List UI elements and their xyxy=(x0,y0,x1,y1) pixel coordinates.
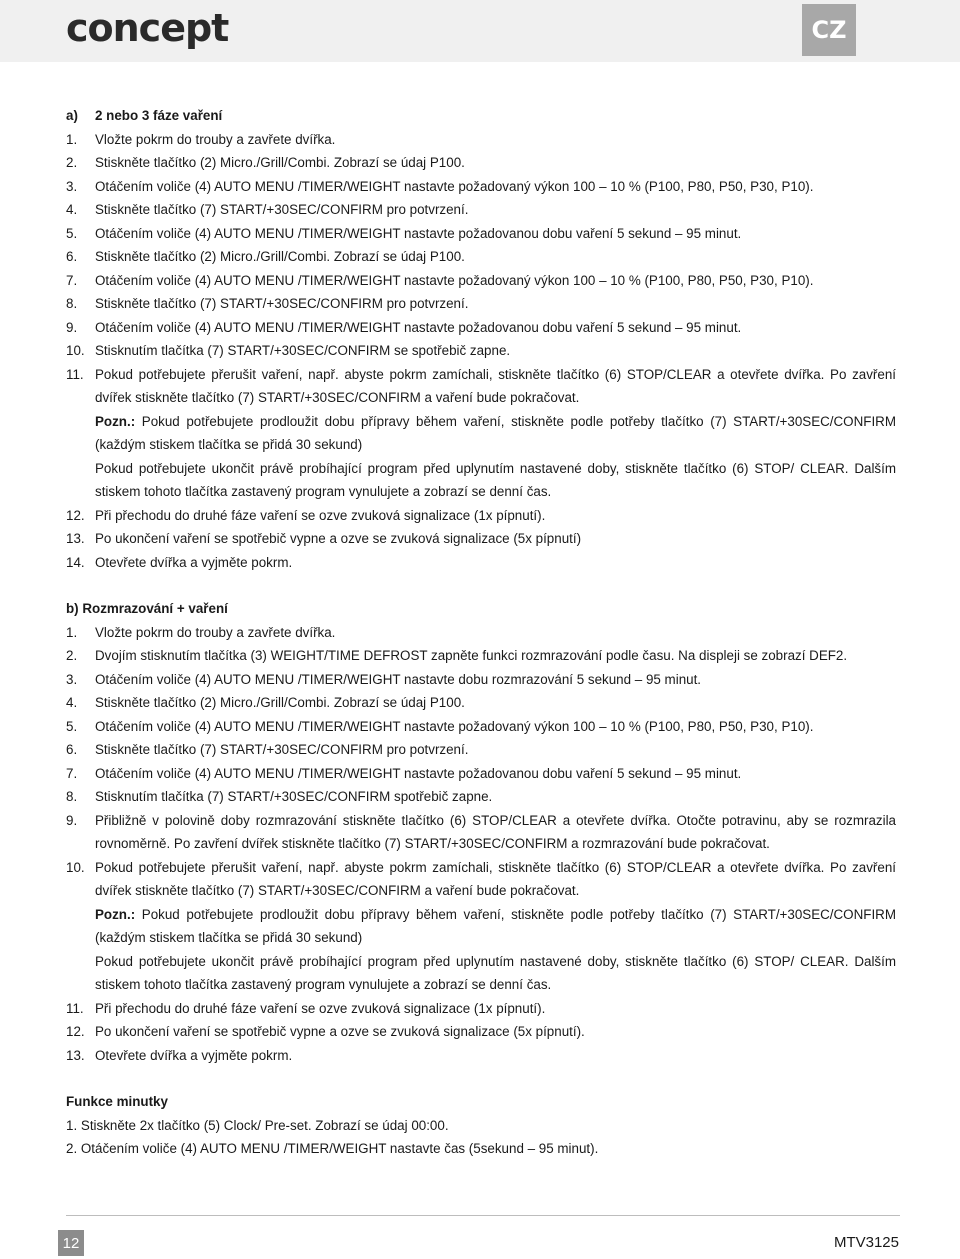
list-item: 6. Stiskněte tlačítko (7) START/+30SEC/CONFIRM pro potvrzení. xyxy=(66,742,469,757)
note-paragraph: Pozn.: Pokud potřebujete prodloužit dobu přípravy během vaření, stiskněte podle potřeby tlačítko (7) START/+30SEC/CONFIRM (každým stiskem tlačítka se přidá 30 sekund) xyxy=(95,906,896,945)
section-a-title: a) 2 nebo 3 fáze vaření xyxy=(66,108,223,123)
section-b-title: b) Rozmrazování + vaření xyxy=(66,601,228,616)
list-item: 10. Stisknutím tlačítka (7) START/+30SEC/CONFIRM se spotřebič zapne. xyxy=(66,343,511,358)
language-badge: CZ xyxy=(802,4,856,56)
list-item: 12. Při přechodu do druhé fáze vaření se ozve zvuková signalizace (1x pípnutí). xyxy=(66,507,546,523)
page-header xyxy=(0,0,960,62)
list-item: 2. Stiskněte tlačítko (2) Micro./Grill/Combi. Zobrazí se údaj P100. xyxy=(66,155,465,170)
list-item: 3. Otáčením voliče (4) AUTO MENU /TIMER/WEIGHT nastavte požadovaný výkon 100 – 10 % (P100, P80, P50, P30, P10). xyxy=(66,178,814,194)
list-item: 13. Po ukončení vaření se spotřebič vypne a ozve se zvuková signalizace (5x pípnutí) xyxy=(66,531,582,546)
list-item: 7. Otáčením voliče (4) AUTO MENU /TIMER/WEIGHT nastavte požadovaný výkon 100 – 10 % (P100, P80, P50, P30, P10). xyxy=(66,272,814,288)
list-item: 11. Při přechodu do druhé fáze vaření se ozve zvuková signalizace (1x pípnutí). xyxy=(66,1000,546,1016)
page-number: 12 xyxy=(58,1230,84,1256)
brand-logo: concept xyxy=(66,6,229,50)
model-number: MTV3125 xyxy=(833,1234,899,1251)
note-paragraph: Pokud potřebujete ukončit právě probíhající program před uplynutím nastavené doby, stiskněte tlačítko (6) STOP/ CLEAR. Dalším stiskem tohoto tlačítka zastavený program vynulujete a zobrazí se denní čas. xyxy=(95,460,896,499)
list-item: 6. Stiskněte tlačítko (2) Micro./Grill/Combi. Zobrazí se údaj P100. xyxy=(66,249,465,264)
note-paragraph: Pokud potřebujete ukončit právě probíhající program před uplynutím nastavené doby, stiskněte tlačítko (6) STOP/ CLEAR. Dalším stiskem tohoto tlačítka zastavený program vynulujete a zobrazí se denní čas. xyxy=(95,953,896,992)
footer-divider xyxy=(66,1215,900,1216)
list-item: 2. Otáčením voliče (4) AUTO MENU /TIMER/WEIGHT nastavte čas (5sekund – 95 minut). xyxy=(66,1141,599,1156)
list-item: 13. Otevřete dvířka a vyjměte pokrm. xyxy=(66,1047,293,1063)
list-item: 10. Pokud potřebujete přerušit vaření, např. abyste pokrm zamíchali, stiskněte tlačítko (6) STOP/CLEAR a otevřete dvířka. Po zavření dvířek stiskněte tlačítko (7) START/+30SEC/CONFIRM a vaření bude pokračovat. xyxy=(66,859,896,898)
list-item: 9. Přibližně v polovině doby rozmrazování stiskněte tlačítko (6) STOP/CLEAR a otevřete dvířka. Otočte potravinu, aby se rozmrazila rovnoměrně. Po zavření dvířek stiskněte tlačítko (7) START/+30SEC/CONFIRM a rozmrazování bude pokračovat. xyxy=(66,812,896,851)
list-item: 8. Stiskněte tlačítko (7) START/+30SEC/CONFIRM pro potvrzení. xyxy=(66,296,469,311)
list-item: 9. Otáčením voliče (4) AUTO MENU /TIMER/WEIGHT nastavte požadovanou dobu vaření 5 sekund – 95 minut. xyxy=(66,319,742,335)
list-item: 14. Otevřete dvířka a vyjměte pokrm. xyxy=(66,554,293,570)
document-body xyxy=(66,104,896,1161)
list-item: 3. Otáčením voliče (4) AUTO MENU /TIMER/WEIGHT nastavte dobu rozmrazování 5 sekund – 95 minut. xyxy=(66,671,702,687)
list-item: 1. Vložte pokrm do trouby a zavřete dvířka. xyxy=(66,624,336,640)
list-item: 5. Otáčením voliče (4) AUTO MENU /TIMER/WEIGHT nastavte požadovaný výkon 100 – 10 % (P100, P80, P50, P30, P10). xyxy=(66,718,814,734)
list-item: 1. Vložte pokrm do trouby a zavřete dvířka. xyxy=(66,131,336,147)
list-item: 2. Dvojím stisknutím tlačítka (3) WEIGHT/TIME DEFROST zapněte funkci rozmrazování podle času. Na displeji se zobrazí DEF2. xyxy=(66,648,848,663)
list-item: 8. Stisknutím tlačítka (7) START/+30SEC/CONFIRM spotřebič zapne. xyxy=(66,789,493,804)
list-item: 11. Pokud potřebujete přerušit vaření, např. abyste pokrm zamíchali, stiskněte tlačítko (6) STOP/CLEAR a otevřete dvířka. Po zavření dvířek stiskněte tlačítko (7) START/+30SEC/CONFIRM a vaření bude pokračovat. xyxy=(66,366,896,405)
list-item: 5. Otáčením voliče (4) AUTO MENU /TIMER/WEIGHT nastavte požadovanou dobu vaření 5 sekund – 95 minut. xyxy=(66,225,742,241)
list-item: 4. Stiskněte tlačítko (7) START/+30SEC/CONFIRM pro potvrzení. xyxy=(66,202,469,217)
list-item: 7. Otáčením voliče (4) AUTO MENU /TIMER/WEIGHT nastavte požadovanou dobu vaření 5 sekund – 95 minut. xyxy=(66,765,742,781)
list-item: 12. Po ukončení vaření se spotřebič vypne a ozve se zvuková signalizace (5x pípnutí). xyxy=(66,1024,585,1039)
note-paragraph: Pozn.: Pokud potřebujete prodloužit dobu přípravy během vaření, stiskněte podle potřeby tlačítko (7) START/+30SEC/CONFIRM (každým stiskem tlačítka se přidá 30 sekund) xyxy=(95,413,896,452)
list-item: 1. Stiskněte 2x tlačítko (5) Clock/ Pre-set. Zobrazí se údaj 00:00. xyxy=(66,1117,449,1133)
list-item: 4. Stiskněte tlačítko (2) Micro./Grill/Combi. Zobrazí se údaj P100. xyxy=(66,695,465,710)
section-c-title: Funkce minutky xyxy=(66,1094,168,1109)
